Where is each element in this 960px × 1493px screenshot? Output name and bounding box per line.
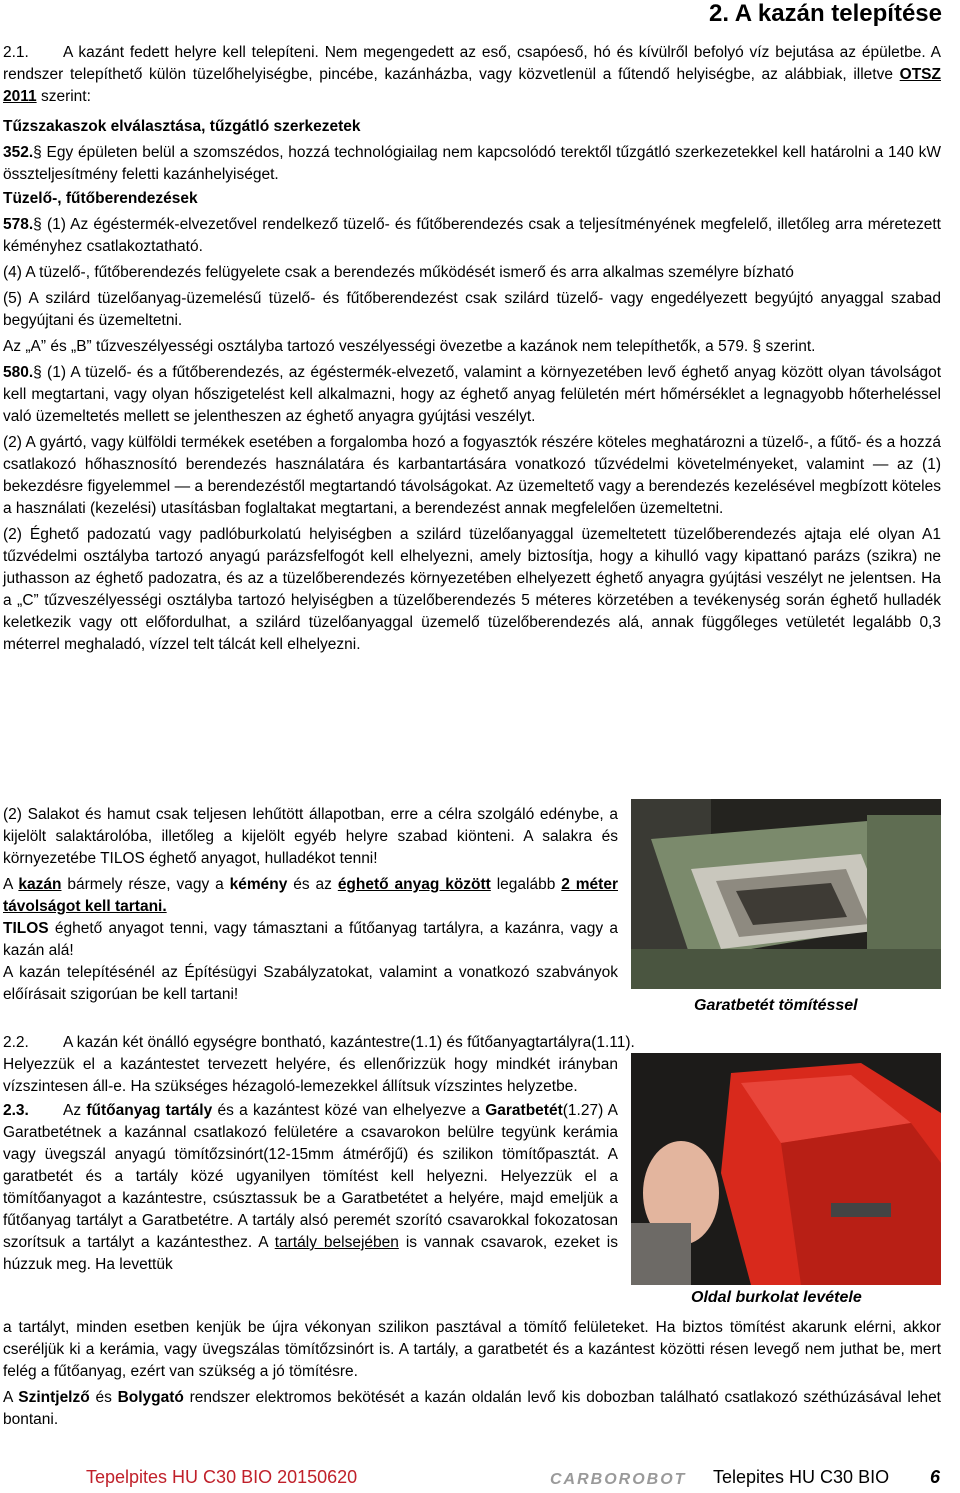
page-number: 6: [930, 1467, 941, 1487]
photo-hopper-gasket-image: [631, 799, 941, 989]
section-2-3: 2.3. Az fűtőanyag tartály és a kazántest közé van elhelyezve a Garatbetét(1.27) A Garatbetétnek a kazánnal csatlakozó felületére a csavarokon belülre tegyünk kerámia vagy üvegszál anyagú tömítőzsinórt(12-15mm átmérőjű) és szilikon tömítőpasztát. A garatbetét és a tartály közé ugyanilyen tömítést kell helyezni. Helyezzük el a tömítőanyagot a kazántestre, csúsztassuk be a Garatbetétet a helyére, majd emeljük a fűtőanyag tartályt a Garatbetétre. A tartály alsó peremét szorító csavarokkal fokozatosan szorítsuk a tartályt a kazántesthez. A tartály belsejében is vannak csavarok, ezeket is húzzuk meg. Ha levettük: [3, 1102, 618, 1273]
caption-photo-1: Garatbetét tömítéssel: [694, 997, 858, 1014]
footer-title: Telepites HU C30 BIO: [713, 1467, 890, 1487]
paragraph-tilos: TILOS éghető anyagot tenni, vagy támasztani a fűtőanyag tartályra, a kazánra, vagy a kazán alá!: [3, 920, 618, 959]
section-2-2-line: 2.2. A kazán két önálló egységre bontható, kazántestre(1.1) és fűtőanyagtartályra(1.11).: [3, 1034, 635, 1051]
otsz-link[interactable]: OTSZ 2011: [3, 66, 941, 105]
paragraph-distance: A kazán bármely része, vagy a kémény és az éghető anyag között legalább 2 méter távolságot kell tartani.: [3, 876, 618, 915]
paragraph-580: 580.§ (1) A tüzelő- és a fűtőberendezés, az égéstermék-elvezető, valamint a környezetében levő éghető anyag között olyan távolságot kell megtartani, vagy olyan hőszigetelést kell alkalmazni, hogy az éghető anyag felületén mért hőmérséklet a legnagyobb hőterheléssel való üzemeltetés mellett se jelentheszen az éghető anyagra gyújtási veszélyt.: [3, 364, 941, 425]
paragraph-580-3: (2) Éghető padozatú vagy padlóburkolatú helyiségben a szilárd tüzelőanyaggal üzemeltetett tüzelőberendezés ajtaja elé olyan A1 tűzvédelmi osztályba tartozó anyagú parázsfelfogót kell elhelyezni, amely biztosítja, hogy a kihulló vagy kipattanó parázs (szikra) ne juthasson az éghető padozatra, és az a tüzelőberendezés környezetében elhelyezett éghető anyagra gyújtási veszélyt ne jelentsen. Ha a „C” tűzveszélyességi osztályba tartozó helyiségben a tüzelőberendezés 5 méteres körzetében a tevékenység során éghető hulladék keletkezik vagy ott előfordulhat, a szilárd tüzelőanyaggal üzemelő tüzelőberendezés alá, annak függőleges vetületét legalább 0,3 méterrel meghaladó, vízzel telt tálcát kell elhelyezni.: [3, 526, 941, 653]
paragraph-352: 352.§ Egy épületen belül a szomszédos, hozzá technológiailag nem kapcsolódó terektől tűzgátló szerkezetekkel kell határolni a 140 kW összteljesítmény feletti kazánhelyiséget.: [3, 144, 941, 183]
paragraph-578: 578.§ (1) Az égéstermék-elvezetővel rendelkező tüzelő- és fűtőberendezés csak a teljesítményének megfelelő, illetőleg arra méretezett kéményhez csatlakoztatható.: [3, 216, 941, 255]
photo-side-cover-image: [631, 1053, 941, 1285]
heading-fire-sections: Tűzszakaszok elválasztása, tűzgátló szerkezetek: [3, 118, 361, 135]
section-2-1: 2.1. A kazánt fedett helyre kell telepíteni. Nem megengedett az eső, csapóeső, hó és kívülről befolyó víz bejutása az épületbe. A rendszer telepíthető külön tüzelőhelyiségbe, pincébe, kazánházba, vagy közvetlenül a fűtendő helyiségbe, az alábbiak, illetve OTSZ 2011 szerint:: [3, 44, 941, 105]
paragraph-ab-class: Az „A” és „B” tűzveszélyességi osztályba tartozó veszélyességi övezetbe a kazánok nem telepíthetők, a 579. § szerint.: [3, 338, 816, 355]
section-number: 2.1.: [3, 44, 29, 61]
paragraph-regulations: A kazán telepítésénél az Építésügyi Szabályzatokat, valamint a vonatkozó szabványok előírásait szigorúan be kell tartani!: [3, 964, 618, 1003]
photo-hopper-gasket: [631, 799, 941, 989]
top-text-block: [3, 42, 941, 656]
photo-side-cover: [631, 1053, 941, 1285]
paragraph-578-5: (5) A szilárd tüzelőanyag-üzemelésű tüzelő- és fűtőberendezést csak szilárd tüzelő- vagy engedélyezett begyújtó anyaggal szabad begyújtani és üzemeltetni.: [3, 290, 941, 329]
section-2-3-continued: a tartályt, minden esetben kenjük be újra vékonyan szilikon pasztával a tömítő felületeket. Ha biztos tömítést akarunk elérni, akkor cseréljük ki a kerámia, vagy üvegszálas tömítőzsinórt is. A tartály, a garatbetét és a kazántest közötti résen levegő nem juthat be, mert felég a fűtőanyag, ezért van szükség a jó tömítésre. A Szintjelző és Bolygató rendszer elektromos bekötését a kazán oldalán levő kis dobozban található csatlakozó széthúzásával lehet bontani.: [3, 1317, 941, 1431]
paragraph-level-sensor: A Szintjelző és Bolygató rendszer elektromos bekötését a kazán oldalán levő kis dobozban található csatlakozó széthúzásával lehet bontani.: [3, 1389, 941, 1428]
section-2-2-body: Helyezzük el a kazántestet tervezett helyére, és ellenőrizzük hogy mindkét irányban vízszintesen áll-e. Ha szükséges hézagoló-lemezekkel állítsuk vízszintes helyzetbe. 2.3. Az fűtőanyag tartály és a kazántest közé van elhelyezve a Garatbetét(1.27) A Garatbetétnek a kazánnal csatlakozó felületére a csavarokon belülre tegyünk kerámia vagy üvegszál anyagú tömítőzsinórt(12-15mm átmérőjű) és szilikon tömítőpasztát. A garatbetét és a tartály közé ugyanilyen tömítést kell helyezni. Helyezzük el a tömítőanyagot a kazántestre, csúsztassuk be a Garatbetétet a helyére, majd emeljük a fűtőanyag tartályt a Garatbetétre. A tartály alsó peremét szorító csavarokkal fokozatosan szorítsuk a tartályt a kazántesthez. A tartály belsejében is vannak csavarok, ezeket is húzzuk meg. Ha levettük: [3, 1054, 618, 1276]
paragraph-578-4: (4) A tüzelő-, fűtőberendezés felügyelete csak a berendezés működését ismerő és arra alkalmas személyre bízható: [3, 264, 794, 281]
heading-heaters: Tüzelő-, fűtőberendezések: [3, 190, 198, 207]
paragraph-slag: (2) Salakot és hamut csak teljesen lehűtött állapotban, erre a célra szolgáló edénybe, a kijelölt salaktárolóba, illetőleg a kijelölt egyéb helyre szabad kiönteni. A salakra és környezetébe TILOS éghető anyagot, hulladékot tenni!: [3, 806, 618, 867]
caption-photo-2: Oldal burkolat levétele: [691, 1289, 862, 1306]
footer-document-id: Tepelpites HU C30 BIO 20150620: [86, 1467, 358, 1487]
brand-logo: CARBOROBOT: [550, 1471, 687, 1488]
paragraph-580-2: (2) A gyártó, vagy külföldi termékek esetében a forgalomba hozó a fogyasztók részére köteles meghatározni a tüzelő-, a fűtő- és a hozzá csatlakozó hőhasznosító berendezés használatára és karbantartására vonatkozó tűzvédelmi követelményeket, valamint — az (1) bekezdésre figyelemmel — a berendezéstől megtartandó távolságokat. Az üzemeltető vagy a berendezés kezelésével megbízott köteles a használati (kezelési) utasításban foglaltakat megtartani, a berendezést annak megfelelően üzemeltetni.: [3, 434, 941, 517]
narrow-text-block: [3, 804, 618, 1006]
page-title: 2. A kazán telepítése: [709, 0, 942, 27]
